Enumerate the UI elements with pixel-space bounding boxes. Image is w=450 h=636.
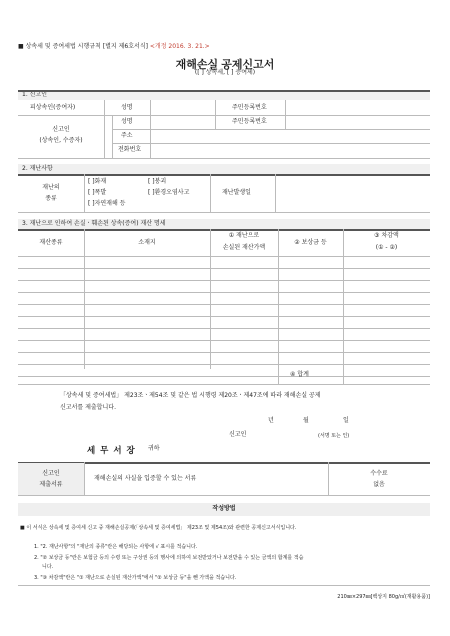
divider [18,384,430,385]
revision-note: <개정 2016. 3. 21.> [149,43,210,50]
divider [18,158,430,159]
instruction-item: 니다. [42,564,54,570]
col-location: 소재지 [138,239,156,246]
divider [18,115,430,116]
divider [104,100,105,158]
fee-value: 없음 [373,481,385,488]
col-property-type: 재산종류 [39,239,63,246]
decedent-rrn-label: 주민등록번호 [232,104,267,111]
divider [285,100,286,129]
declarant-rrn-label: 주민등록번호 [232,118,267,125]
table-row [18,304,430,305]
divider [343,229,344,384]
attachments-content: 재해손실의 사실을 입증할 수 있는 서류 [94,475,197,482]
divider [210,229,211,369]
decedent-name-label: 성명 [121,104,133,111]
section-1-title: 1. 신고인 [22,91,48,98]
instruction-item: 1. "2. 재난사항"의 "재난의 종류"란은 해당되는 사항에 √ 표시를 적습니다. [34,544,198,550]
recipient: 세 무 서 장 [87,446,136,456]
section-3-title: 3. 재난으로 인하여 손실ㆍ훼손된 상속(증여) 재산 명세 [22,220,166,227]
date-month: 월 [303,417,309,424]
divider [112,129,430,130]
disaster-type-label: 재난의 [42,184,60,191]
table-row [18,316,430,317]
col-insurance: ② 보상금 등 [294,239,327,246]
disaster-date-label: 재난발생일 [222,189,251,196]
declarant-label: 신고인 [52,126,70,133]
divider [210,174,211,212]
option-natural-disaster[interactable]: [ ]자연재해 등 [88,200,126,207]
divider [150,100,151,158]
signer-label: 신고인 [229,431,247,438]
col-lost-value-sub: 손실된 재산가액 [222,244,266,251]
statement-line-1: 「상속세 및 증여세법」 제23조ㆍ제54조 및 같은 법 시행령 제20조ㆍ제47조에 따라 재해손실 공제 [60,392,321,399]
divider [328,462,329,495]
table-row [18,364,430,365]
address-label: 주소 [121,132,133,139]
sign-hint: (서명 또는 인) [318,433,350,439]
rule-reference: 상속세 및 증여세법 시행규칙 [별지 제6호서식] [25,43,148,50]
divider [18,212,430,213]
attachments-label-sub: 제출서류 [39,481,63,488]
table-row [18,280,430,281]
instructions-intro: ■ 이 서식은 상속세 및 증여세 신고 중 재해손실공제(「상속세 및 증여세법」 제23조 및 제54조)와 관련한 공제신고서식입니다. [20,525,297,531]
paper-spec: 210㎜×297㎜[백상지 80g/㎡(재활용품)] [337,594,430,600]
option-fire[interactable]: [ ]화재 [88,178,107,185]
instruction-item: 2. "② 보상금 등"란은 보험금 등의 수령 또는 구상권 등의 행사에 의하여 보전받았거나 보전받을 수 있는 금액의 합계를 적습 [34,555,304,561]
table-row [18,328,430,329]
divider [18,229,430,231]
form-title: 재해손실 공제신고서 [175,59,275,71]
divider [18,174,430,176]
statement-line-2: 신고서를 제출합니다. [60,404,116,411]
instructions-title: 작성방법 [212,505,236,512]
table-row [18,256,430,257]
divider [215,100,216,129]
divider [278,229,279,384]
disaster-type-label-sub: 종류 [45,195,57,202]
divider [84,174,85,212]
option-explosion[interactable]: [ ]폭발 [88,189,107,196]
declarant-label-sub: (상속인, 수증자) [39,137,83,144]
decedent-label: 피상속인(증여자) [30,104,76,111]
divider [112,115,113,158]
phone-label: 전화번호 [118,146,142,153]
declarant-name-label: 성명 [121,118,133,125]
divider [112,143,430,144]
instruction-item: 3. "③ 차감액"란은 "① 재난으로 손실된 재산가액"에서 "② 보상금 등"을 뺀 가액을 적습니다. [34,575,237,581]
recipient-suffix: 귀하 [148,445,160,452]
section-2-title: 2. 재난사항 [22,165,53,172]
date-day: 일 [343,417,349,424]
divider [84,229,85,369]
option-pollution[interactable]: [ ]환경오염사고 [148,189,190,196]
divider [275,174,276,212]
divider [18,90,430,92]
table-row [18,352,430,353]
divider [84,462,85,495]
section-3-header [18,219,430,229]
table-row [18,340,430,341]
form-header [18,44,210,50]
divider [18,495,430,496]
table-row [18,376,430,377]
divider [18,585,430,586]
col-difference: ③ 차감액 [374,232,399,239]
total-label: ④ 합계 [290,371,309,378]
table-row [18,268,430,269]
col-lost-value: ① 재난으로 [228,232,260,239]
col-difference-sub: (① - ②) [375,244,398,251]
form-subtitle: ([ ] 상속세, [ ] 증여세) [194,69,256,76]
fee-label: 수수료 [370,470,388,477]
option-collapse[interactable]: [ ]붕괴 [148,178,167,185]
attachments-label-cell [18,463,84,495]
bullet: ■ [18,43,24,50]
table-row [18,292,430,293]
date-year: 년 [268,417,274,424]
section-2-header [18,164,430,174]
attachments-label: 신고인 [42,470,60,477]
